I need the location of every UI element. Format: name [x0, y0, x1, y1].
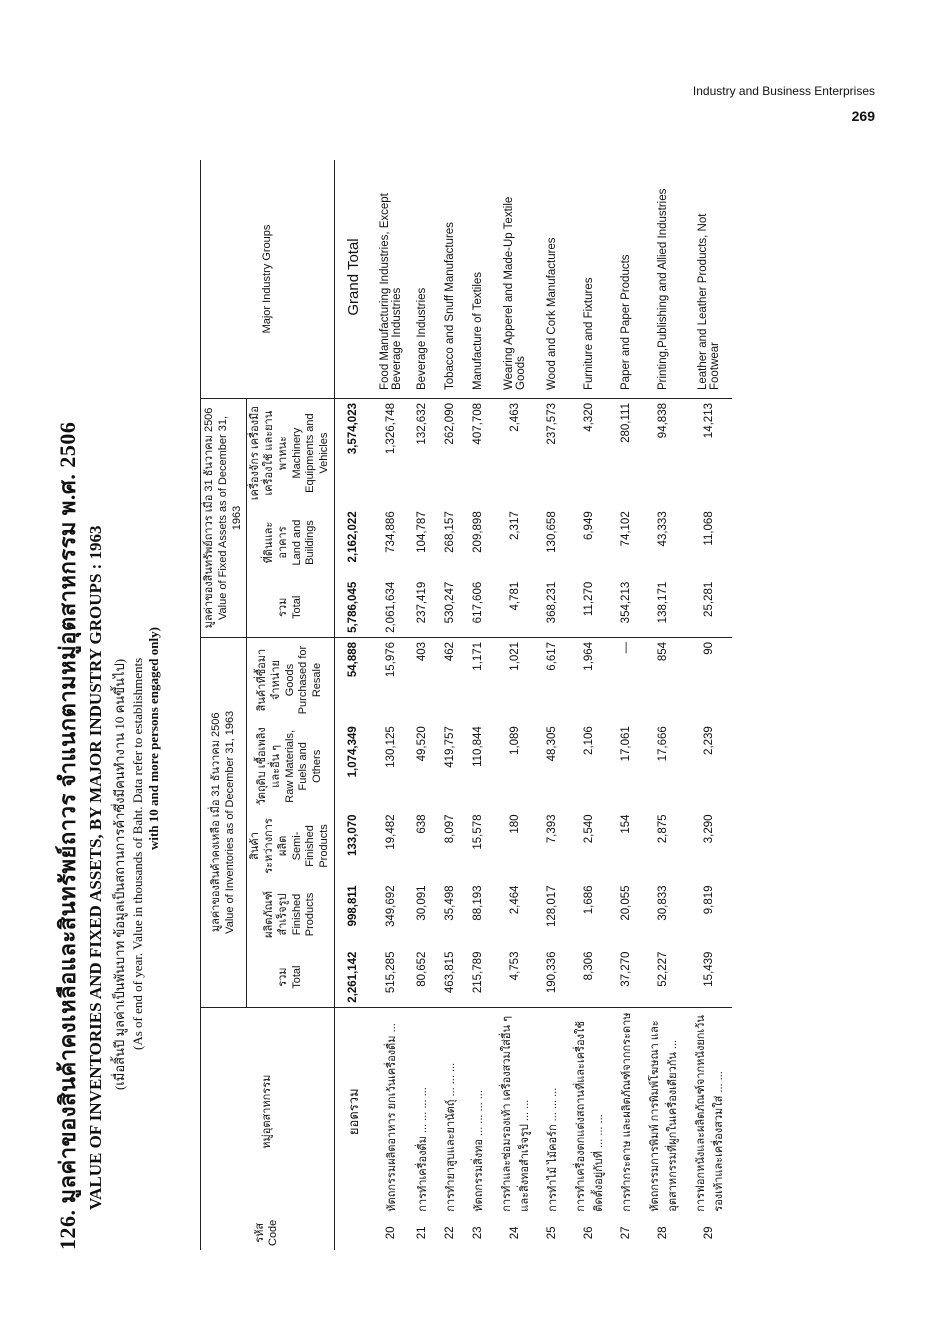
row-value: 349,692: [384, 885, 397, 928]
h-resale-en: Goods Purchased for Resale: [283, 645, 324, 715]
row-value: 2,106: [582, 726, 595, 755]
row-value: 237,419: [408, 578, 436, 638]
header-fixed-assets: [201, 399, 247, 638]
title-thai-text: มูลค่าของสินค้าคงเหลือและสินทรัพย์ถาวร จำแนกตามหมู่อุตสาหกรรม พ.ศ. 2506: [55, 421, 80, 1204]
row-label-en: Furniture and Fixtures: [566, 160, 612, 399]
table-row: [374, 160, 408, 1250]
header-inventories: [201, 637, 247, 1007]
row-code: 28: [656, 1226, 669, 1240]
row-value: 463,815: [436, 948, 464, 1008]
row-value: 2,540: [582, 814, 595, 844]
row-value: 43,333: [656, 511, 669, 547]
note-thai: (เมื่อสิ้นปี มูลค่าเป็นพันบาท ข้อมูลเป็นสถานการค้าซึ่งมีคนทำงาน 10 คนขึ้นไป): [112, 658, 127, 1090]
row-value: 15,578: [471, 814, 484, 850]
row-value: 130,125: [384, 726, 397, 768]
row-value: 180: [508, 814, 521, 834]
table-number: 126.: [55, 1209, 80, 1250]
row-value: 94,838: [656, 403, 669, 439]
row-label-en: Manufacture of Textiles: [464, 160, 492, 399]
row-value: 30,091: [415, 885, 428, 921]
row-label-thai: หัตถกรรมสิ่งทอ ... ... ... ...: [472, 1090, 485, 1212]
row-value: 20,055: [619, 885, 632, 921]
h-semi-en: Semi-Finished Products: [290, 824, 330, 868]
row-value: 280,111: [619, 403, 632, 443]
row-value: 2,875: [656, 814, 669, 844]
grand-value: 54,888: [347, 641, 360, 678]
table-row: [492, 160, 538, 1250]
row-value: 7,393: [545, 814, 558, 844]
h-inv-total-th: รวม: [276, 967, 289, 987]
row-code: 24: [508, 1226, 521, 1240]
row-value: 25,281: [686, 578, 732, 638]
row-label-en: Wood and Cork Manufactures: [538, 160, 566, 399]
grand-value: 133,070: [347, 814, 360, 857]
row-label-thai: การทำยาสูบและยานัตถุ์ ... ... ...: [444, 1062, 457, 1212]
row-label-thai: หัตถกรรมผลิตอาหาร ยกเว้นเครื่องดื่ม ...: [385, 1023, 398, 1212]
row-value: 734,886: [384, 511, 397, 553]
row-value: 3,290: [702, 814, 715, 844]
h-fa-total-en: Total: [290, 595, 303, 619]
row-code: 20: [384, 1226, 397, 1240]
row-value: 90: [702, 641, 715, 655]
row-label-thai: การทำเครื่องดื่ม ... ... ... ...: [416, 1087, 429, 1212]
header-machinery: [247, 399, 335, 508]
row-value: 4,781: [492, 578, 538, 638]
header-resale: [247, 637, 335, 722]
h-land-en: Land and Buildings: [290, 519, 317, 566]
h-semi-th: สินค้าระหว่างการผลิต: [249, 818, 289, 874]
table-titles: [50, 150, 162, 1250]
h-raw-en: Raw Materials, Fuels and Others: [283, 729, 324, 803]
row-value: 6,949: [582, 511, 595, 541]
row-code: 29: [702, 1226, 715, 1240]
row-value: 2,464: [508, 885, 521, 915]
row-value: 1,089: [508, 726, 521, 755]
row-code: 26: [582, 1226, 595, 1240]
grand-label-thai: ยอดรวม: [345, 1088, 361, 1136]
row-value: 617,606: [464, 578, 492, 638]
row-code: 25: [545, 1226, 558, 1240]
header-fixed-en: Value of Fixed Assets as of December 31, 1963: [216, 415, 243, 620]
row-value: 17,061: [619, 726, 632, 762]
header-semi: [247, 810, 335, 881]
row-value: 854: [656, 641, 669, 662]
row-code: 21: [415, 1226, 428, 1240]
grand-value: 2,162,022: [347, 511, 360, 563]
row-value: 128,017: [545, 885, 558, 928]
grand-total-row: [334, 160, 374, 1250]
row-label-thai: การทำไม้ ไม้คอร์ก ... ... ...: [546, 1087, 559, 1212]
row-value: 638: [415, 814, 428, 834]
row-label-en: Tobacco and Snuff Manufactures: [436, 160, 464, 399]
row-code: 27: [619, 1226, 632, 1240]
row-value: 215,789: [464, 948, 492, 1008]
row-value: 17,666: [656, 726, 669, 762]
row-code: 22: [443, 1226, 456, 1240]
header-raw: [247, 722, 335, 810]
row-label-en: Wearing Apperel and Made-Up Textile Goods: [492, 160, 538, 399]
row-value: 52,227: [640, 948, 686, 1008]
header-fa-total: [247, 578, 335, 638]
row-value: 1,326,748: [384, 403, 397, 455]
table-row: [686, 160, 732, 1250]
row-label-en: Paper and Paper Products: [612, 160, 640, 399]
header-major-groups: Major Industry Groups: [201, 160, 335, 399]
row-value: 37,270: [612, 948, 640, 1008]
row-value: 74,102: [619, 511, 632, 547]
title-thai: [50, 150, 85, 1250]
h-resale-th: สินค้าที่ซื้อมาจำหน่าย: [256, 648, 282, 712]
section-title: Industry and Business Enterprises: [692, 84, 875, 98]
row-value: 132,632: [415, 403, 428, 445]
row-value: 154: [619, 814, 632, 834]
header-code: [201, 1216, 335, 1250]
grand-value: 2,261,142: [334, 948, 374, 1008]
header-fixed-thai: มูลค่าของสินทรัพย์ถาวร เมื่อ 31 ธันวาคม 2506: [203, 407, 215, 629]
header-inv-total: [247, 948, 335, 1008]
row-label-en: Printing,Publishing and Allied Industries: [640, 160, 686, 399]
row-value: 110,844: [471, 726, 484, 767]
page-number: 269: [851, 108, 875, 124]
row-value: 48,305: [545, 726, 558, 762]
row-label-thai: หัตถกรรมการพิมพ์ การพิมพ์โฆษณา และอุตสาหกรรมที่ผูกในเครื่องเดียวกัน ...: [648, 1020, 679, 1212]
row-value: 8,306: [566, 948, 612, 1008]
table-row: [464, 160, 492, 1250]
row-value: 368,231: [538, 578, 566, 638]
row-value: 15,439: [686, 948, 732, 1008]
grand-value: 5,786,045: [334, 578, 374, 638]
row-value: 1,021: [508, 641, 521, 671]
row-value: 2,463: [508, 403, 521, 432]
row-value: 6,617: [545, 641, 558, 671]
row-value: 88,193: [471, 885, 484, 921]
row-value: 462: [443, 641, 456, 662]
table-row: [538, 160, 566, 1250]
header-inventories-en: Value of Inventories as of December 31, 1963: [223, 710, 236, 934]
grand-label-en: Grand Total: [334, 160, 374, 399]
page-header: [693, 84, 875, 124]
row-value: 11,068: [702, 511, 715, 546]
h-inv-total-en: Total: [290, 965, 303, 989]
row-value: 14,213: [702, 403, 715, 439]
row-value: 209,898: [471, 511, 484, 553]
row-value: 4,753: [492, 948, 538, 1008]
header-code-thai: รหัส: [253, 1222, 266, 1243]
h-land-th: ที่ดินและอาคาร: [263, 521, 289, 564]
row-label-thai: การทำเครื่องตกแต่งสถานที่และเครื่องใช้ติดตั้งอยู่กับที่ ... ... ...: [574, 1021, 605, 1212]
header-code-en: Code: [267, 1219, 280, 1246]
table-row: [612, 160, 640, 1250]
h-fin-th: ผลิตภัณฑ์สำเร็จรูป: [263, 891, 289, 938]
row-value: 2,317: [508, 511, 521, 541]
row-value: 190,336: [538, 948, 566, 1008]
table-row: [408, 160, 436, 1250]
row-value: 354,213: [612, 578, 640, 638]
header-finished: [247, 881, 335, 947]
row-value: 530,247: [436, 578, 464, 638]
header-land: [247, 507, 335, 577]
row-value: 407,708: [471, 403, 484, 445]
row-value: 8,097: [443, 814, 456, 844]
row-value: 1,171: [471, 641, 484, 671]
data-table: [200, 160, 732, 1250]
row-value: 1,964: [582, 641, 595, 671]
header-inventories-thai: มูลค่าของสินค้าคงเหลือ เมื่อ 31 ธันวาคม 2506: [209, 712, 222, 933]
row-value: 4,320: [582, 403, 595, 432]
row-value: 49,520: [415, 726, 428, 762]
title-english: VALUE OF INVENTORIES AND FIXED ASSETS, BY MAJOR INDUSTRY GROUPS : 1963: [86, 525, 105, 1210]
row-value: 130,658: [545, 511, 558, 553]
h-mach-en: Machinery Equipments and Vehicles: [290, 413, 330, 493]
grand-value: 1,074,349: [347, 726, 360, 778]
row-value: 419,757: [443, 726, 456, 768]
row-label-thai: การทำและซ่อมรองเท้า เครื่องสวมใส่อื่น ๆ และสิ่งทอสำเร็จรูป ... ...: [500, 1016, 531, 1212]
row-value: 262,090: [443, 403, 456, 445]
row-value: —: [619, 641, 632, 654]
table-row: [640, 160, 686, 1250]
h-raw-th: วัตถุดิบ เชื้อเพลิง และอื่น ๆ: [256, 727, 282, 806]
row-code: 23: [471, 1226, 484, 1240]
rotated-table-page: [50, 150, 880, 1250]
row-value: 11,270: [566, 578, 612, 638]
row-label-en: Leather and Leather Products, Not Footwear: [686, 160, 732, 399]
table-body: [334, 160, 732, 1250]
row-value: 2,239: [702, 726, 715, 755]
row-value: 80,652: [408, 948, 436, 1008]
row-value: 268,157: [443, 511, 456, 553]
grand-value: 3,574,023: [347, 403, 360, 455]
row-label-thai: การฟอกหนังและผลิตภัณฑ์จากหนังยกเว้นรองเท้าและเครื่องสวมใส่ ... ...: [694, 1015, 725, 1212]
row-label-en: Beverage Industries: [408, 160, 436, 399]
table-row: [566, 160, 612, 1250]
note-english-2: with 10 and more persons engaged only): [146, 627, 161, 850]
row-label-thai: การทำกระดาษ และผลิตภัณฑ์จากกระดาษ: [620, 1012, 633, 1212]
row-value: 104,787: [415, 511, 428, 553]
row-value: 9,819: [702, 885, 715, 915]
header-group-thai: หมู่อุตสาหกรรม: [201, 1007, 335, 1216]
h-fin-en: Finished Products: [290, 892, 317, 937]
h-mach-th: เครื่องจักร เครื่องมือ เครื่องใช้ และยานพาหนะ: [249, 406, 289, 501]
row-label-en: Food Manufacturing Industries, Except Beverage Industries: [374, 160, 408, 399]
row-value: 515,285: [374, 948, 408, 1008]
row-value: 35,498: [443, 885, 456, 921]
row-value: 1,686: [582, 885, 595, 915]
h-fa-total-th: รวม: [276, 597, 289, 618]
note-english: (As of end of year. Value in thousands of Baht. Data refer to establishments: [130, 657, 145, 1050]
row-value: 2,061,634: [374, 578, 408, 638]
grand-value: 998,811: [347, 885, 360, 927]
row-value: 30,833: [656, 885, 669, 921]
row-value: 403: [415, 641, 428, 662]
row-value: 15,976: [384, 641, 397, 678]
grand-code: [334, 1216, 374, 1250]
row-value: 237,573: [545, 403, 558, 445]
row-value: 19,482: [384, 814, 397, 850]
table-row: [436, 160, 464, 1250]
row-value: 138,171: [640, 578, 686, 638]
